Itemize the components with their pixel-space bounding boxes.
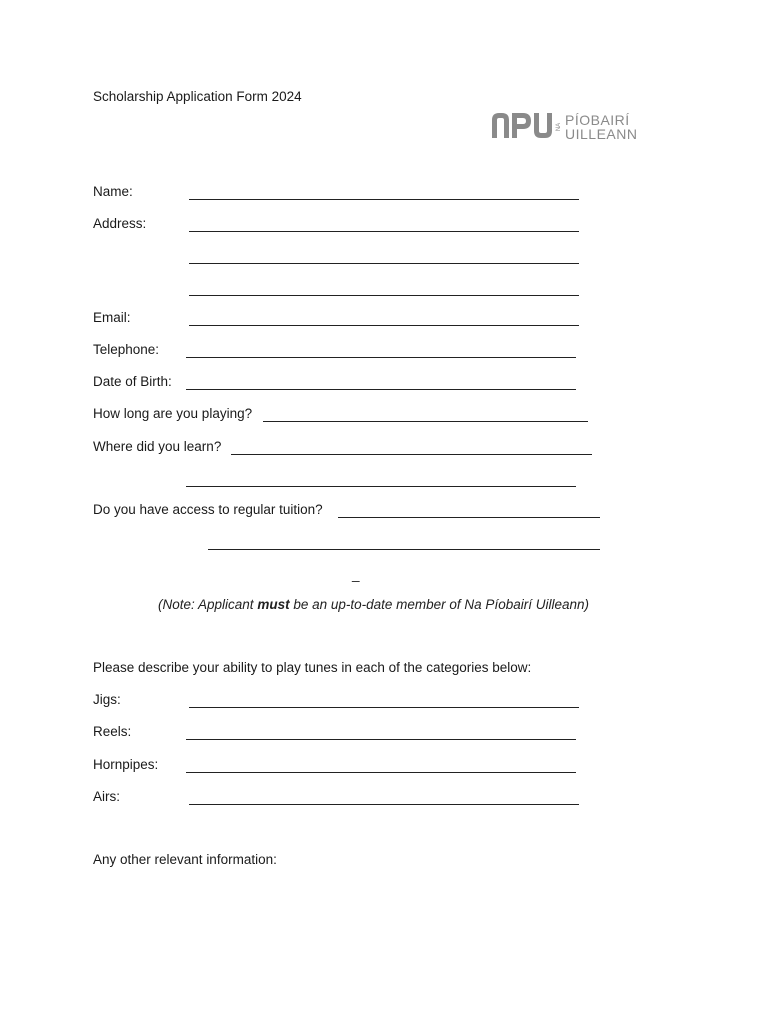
dob-label: Date of Birth:: [93, 374, 172, 389]
email-label: Email:: [93, 310, 131, 325]
reels-label: Reels:: [93, 724, 132, 739]
airs-label: Airs:: [93, 789, 120, 804]
playing-line[interactable]: [263, 421, 588, 422]
hornpipes-label: Hornpipes:: [93, 757, 159, 772]
note-prefix: (Note: Applicant: [158, 597, 258, 612]
address-line-2[interactable]: [189, 263, 579, 264]
logo-small-text: NA: [556, 122, 562, 132]
playing-label: How long are you playing?: [93, 406, 253, 421]
logo-n-glyph: [492, 113, 509, 138]
tuition-line-2[interactable]: [208, 549, 600, 550]
note-suffix: be an up-to-date member of Na Píobairí Uilleann): [289, 597, 589, 612]
membership-note: [158, 597, 589, 612]
jigs-label: Jigs:: [93, 692, 121, 707]
tuition-label: Do you have access to regular tuition?: [93, 502, 323, 517]
address-label: Address:: [93, 216, 147, 231]
logo-line1: PÍOBAIRÍ: [565, 112, 630, 128]
learn-label: Where did you learn?: [93, 439, 222, 454]
form-title: Scholarship Application Form 2024: [93, 89, 302, 104]
email-line[interactable]: [189, 325, 579, 326]
dob-line[interactable]: [186, 389, 576, 390]
reels-line[interactable]: [186, 739, 576, 740]
jigs-line[interactable]: [189, 707, 579, 708]
telephone-label: Telephone:: [93, 342, 160, 357]
tunes-prompt: Please describe your ability to play tunes in each of the categories below:: [93, 660, 532, 675]
address-line-1[interactable]: [189, 231, 579, 232]
learn-line-2[interactable]: [186, 486, 576, 487]
telephone-line[interactable]: [186, 357, 576, 358]
stray-mark: _: [352, 567, 360, 582]
logo-line2: UILLEANN: [565, 126, 638, 142]
name-label: Name:: [93, 184, 133, 199]
airs-line[interactable]: [189, 804, 579, 805]
note-emphasis: must: [257, 597, 290, 612]
learn-line-1[interactable]: [231, 454, 592, 455]
tuition-line-1[interactable]: [338, 517, 600, 518]
hornpipes-line[interactable]: [186, 772, 576, 773]
npu-logo: [490, 108, 655, 142]
logo-u-glyph: [534, 113, 552, 138]
logo-p-glyph: [512, 113, 531, 138]
address-line-3[interactable]: [189, 295, 579, 296]
name-line[interactable]: [189, 199, 579, 200]
other-info-label: Any other relevant information:: [93, 852, 277, 867]
